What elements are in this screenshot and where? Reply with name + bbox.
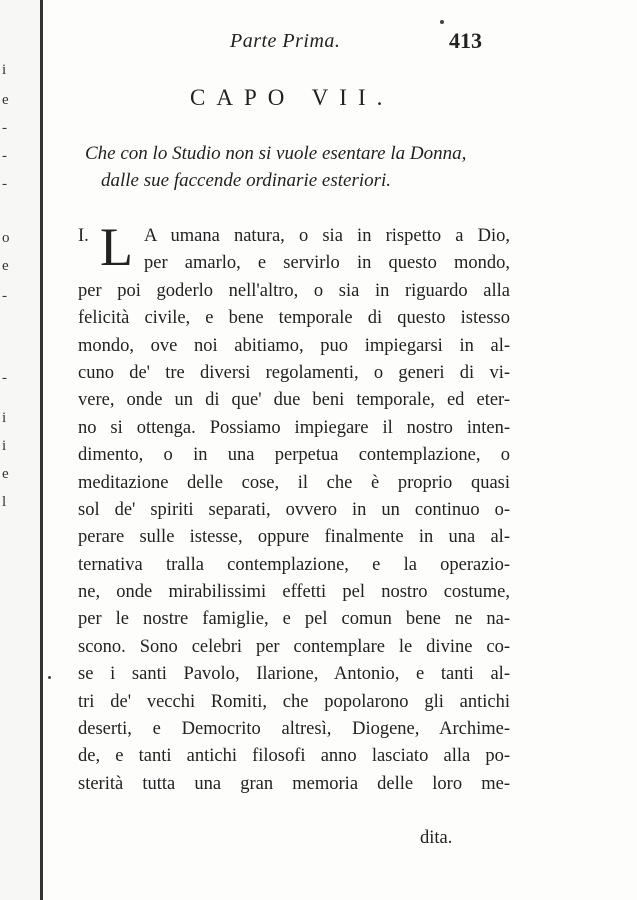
text-line: per amarlo, e servirlo in questo mondo, [144,253,510,274]
paragraph-number: I. [78,226,89,246]
margin-char: i [2,62,7,78]
margin-char: e [2,466,9,482]
chapter-subtitle-line: dalle sue faccende ordinarie esteriori. [101,170,392,191]
paragraph-body [78,217,510,798]
margin-char: - [2,120,7,136]
text-line: ternativa tralla contemplazione, e la operazio- [78,554,510,575]
catchword: dita. [420,828,453,848]
margin-char: - [2,288,7,304]
chapter-subtitle [85,140,525,194]
text-line: vere, onde un di que' due beni temporale, ed eter- [78,390,510,411]
margin-char: i [2,410,7,426]
text-line: per poi goderlo nell'altro, o sia in riguardo alla [78,280,510,301]
ink-speck [440,20,444,24]
page-header [200,28,560,58]
page-number: 413 [449,28,482,53]
chapter-heading: CAPO VII. [190,85,394,110]
text-line: tri de' vecchi Romiti, che popolarono gli antichi [78,691,510,712]
drop-cap-initial: L [100,217,133,277]
text-line: de, e tanti antichi filosofi anno lasciato alla po- [78,746,510,767]
text-line: cuno de' tre diversi regolamenti, o generi di vi- [78,362,510,383]
running-title: Parte Prima. [230,30,341,52]
margin-char: e [2,258,9,274]
text-line: perare sulle istesse, oppure finalmente in una al- [78,527,510,548]
margin-char: - [2,148,7,164]
margin-char: e [2,92,9,108]
margin-char: l [2,494,7,510]
text-line: per le nostre famiglie, e pel comun bene ne na- [78,609,510,630]
text-line: felicità civile, e bene temporale di questo istesso [78,308,510,329]
left-page-margin [0,0,43,900]
text-line: ne, onde mirabilissimi effetti pel nostro costume, [78,582,510,603]
text-line: se i santi Pavolo, Ilarione, Antonio, e tanti al- [78,664,510,685]
margin-char: o [2,230,10,246]
ink-speck [48,676,51,679]
text-line: sterità tutta una gran memoria delle loro me- [78,773,510,794]
margin-char: i [2,438,7,454]
chapter-subtitle-line: Che con lo Studio non si vuole esentare la Donna, [85,143,467,164]
margin-char: - [2,370,7,386]
text-line: scono. Sono celebri per contemplare le divine co- [78,636,510,657]
text-line: deserti, e Democrito altresì, Diogene, Archime- [78,719,510,740]
text-line: mondo, ove noi abitiamo, puo impiegarsi in al- [78,335,510,356]
text-line: no si ottenga. Possiamo impiegare il nostro inten- [78,417,510,438]
text-line: meditazione delle cose, il che è proprio quasi [78,472,510,493]
text-line: dimento, o in una perpetua contemplazione, o [78,445,510,466]
margin-char: - [2,176,7,192]
text-line: sol de' spiriti separati, ovvero in un continuo o- [78,499,510,520]
text-line-content: A umana natura, o sia in rispetto a Dio, [144,226,510,246]
